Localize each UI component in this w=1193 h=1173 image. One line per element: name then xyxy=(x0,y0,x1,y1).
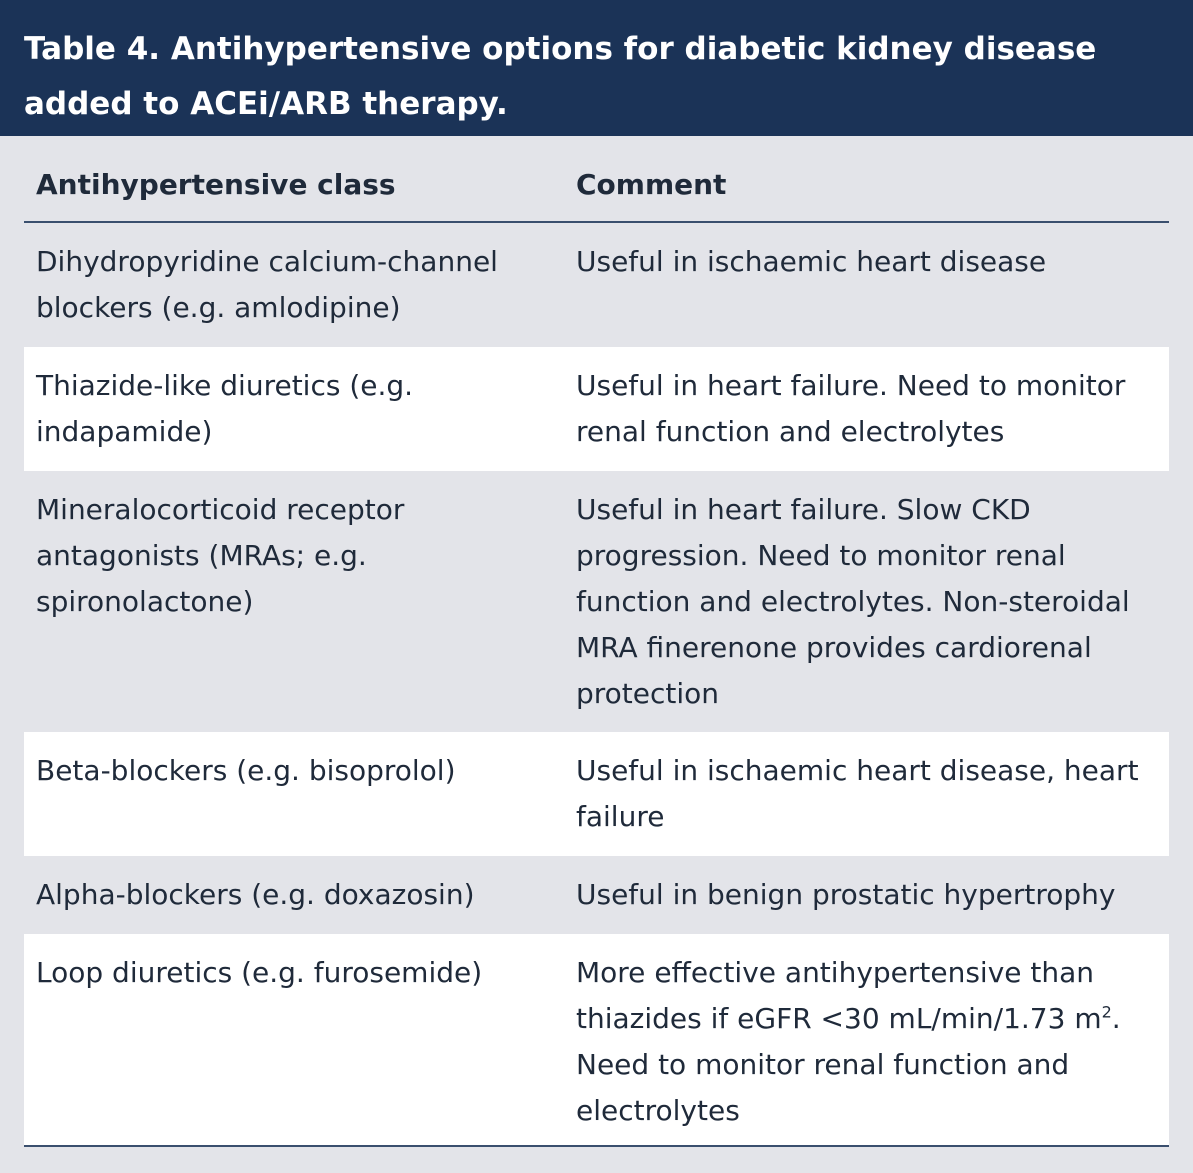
comment-cell: Useful in ischaemic heart disease xyxy=(576,245,1047,278)
comment-text-post: . Need to monitor renal function and electrolytes xyxy=(576,1002,1121,1127)
comment-cell: Useful in benign prostatic hypertrophy xyxy=(576,878,1116,911)
options-table xyxy=(24,136,1169,1145)
header-comment: Comment xyxy=(576,168,727,201)
table-title: Table 4. Antihypertensive options for diabetic kidney disease added to ACEi/ARB therapy. xyxy=(24,31,1097,122)
table-title-bar xyxy=(0,0,1193,136)
class-cell: Beta-blockers (e.g. bisoprolol) xyxy=(36,754,456,787)
table-row xyxy=(24,732,1169,856)
table-bottom-rule xyxy=(24,1145,1169,1147)
comment-cell: Useful in heart failure. Slow CKD progression. Need to monitor renal function and electrolytes. Non-steroidal MRA finerenone provides cardiorenal protection xyxy=(576,493,1130,710)
table-header-row xyxy=(24,136,1169,223)
comment-cell: Useful in heart failure. Need to monitor renal function and electrolytes xyxy=(576,369,1126,448)
comment-cell: Useful in ischaemic heart disease, heart failure xyxy=(576,754,1139,833)
comment-text-pre: More effective antihypertensive than thiazides if eGFR <30 mL/min/1.73 m xyxy=(576,956,1102,1035)
header-antihypertensive-class: Antihypertensive class xyxy=(36,168,396,201)
squared-superscript: 2 xyxy=(1101,1002,1112,1022)
table-row xyxy=(24,471,1169,732)
class-cell: Alpha-blockers (e.g. doxazosin) xyxy=(36,878,475,911)
class-cell: Mineralocorticoid receptor antagonists (MRAs; e.g. spironolactone) xyxy=(36,493,405,618)
class-cell: Thiazide-like diuretics (e.g. indapamide) xyxy=(36,369,414,448)
table-row xyxy=(24,934,1169,1145)
table-row xyxy=(24,347,1169,471)
comment-cell xyxy=(564,934,1169,1145)
class-cell: Dihydropyridine calcium-channel blockers (e.g. amlodipine) xyxy=(36,245,498,324)
table-row xyxy=(24,856,1169,934)
table-row xyxy=(24,223,1169,347)
class-cell: Loop diuretics (e.g. furosemide) xyxy=(36,956,483,989)
